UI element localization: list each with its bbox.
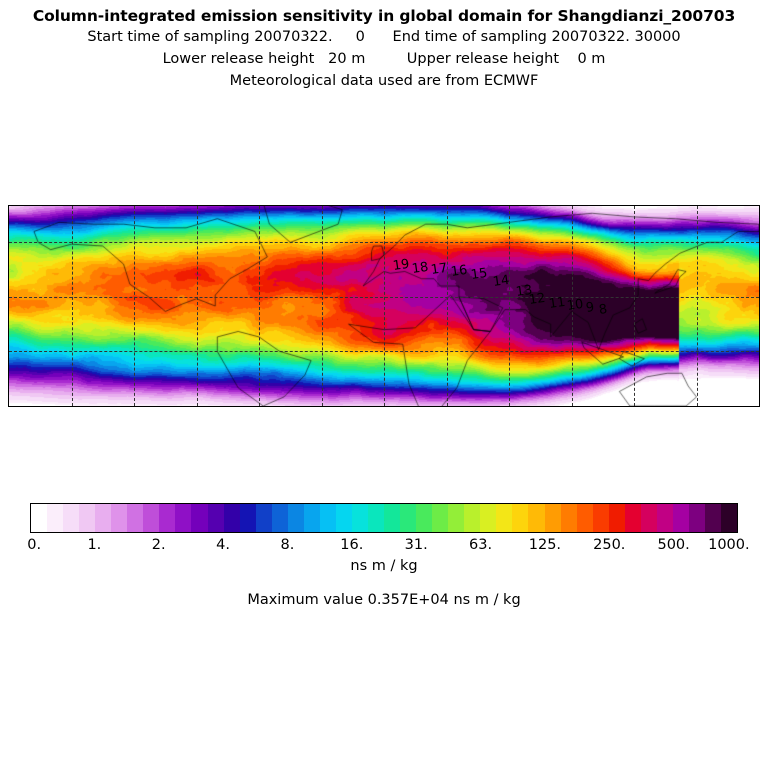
plume-age-label: 10 <box>565 296 585 314</box>
gridline-longitude <box>72 206 73 406</box>
colorbar-tick-label: 8. <box>280 537 295 553</box>
colorbar-cell <box>641 504 657 532</box>
colorbar-cell <box>320 504 336 532</box>
colorbar-cell <box>689 504 705 532</box>
plume-age-label: 14 <box>491 272 511 290</box>
gridline-latitude <box>9 297 759 298</box>
colorbar-cell <box>95 504 111 532</box>
colorbar-cell <box>175 504 191 532</box>
colorbar-cell <box>272 504 288 532</box>
colorbar-cell <box>352 504 368 532</box>
colorbar-cell <box>577 504 593 532</box>
colorbar-tick-label: 2. <box>151 537 166 553</box>
colorbar-cell <box>528 504 544 532</box>
release-height-line: Lower release height 20 m Upper release height 0 m <box>162 51 606 67</box>
gridline-longitude <box>384 206 385 406</box>
plume-age-label: 13 <box>514 282 534 300</box>
colorbar-cell <box>127 504 143 532</box>
colorbar-cell <box>400 504 416 532</box>
colorbar-cell <box>705 504 721 532</box>
colorbar-cell <box>240 504 256 532</box>
gridline-longitude <box>634 206 635 406</box>
colorbar-cell <box>625 504 641 532</box>
colorbar-cell <box>384 504 400 532</box>
colorbar-cell <box>304 504 320 532</box>
gridline-longitude <box>134 206 135 406</box>
colorbar-cell <box>191 504 207 532</box>
met-data-line: Meteorological data used are from ECMWF <box>229 73 539 89</box>
gridline-longitude <box>447 206 448 406</box>
colorbar-cell <box>256 504 272 532</box>
colorbar-gradient <box>30 503 738 533</box>
colorbar-tick-label: 0. <box>27 537 42 553</box>
gridline-longitude <box>322 206 323 406</box>
colorbar-cell <box>432 504 448 532</box>
colorbar-cell <box>143 504 159 532</box>
colorbar-cell <box>593 504 609 532</box>
colorbar-tick-label: 500. <box>657 537 690 553</box>
colorbar-cell <box>224 504 240 532</box>
page-title: Column-integrated emission sensitivity in global domain for Shangdianzi_200703 <box>32 7 736 25</box>
gridline-longitude <box>259 206 260 406</box>
plume-age-label: 19 <box>391 256 411 274</box>
plume-age-label: 16 <box>449 262 469 280</box>
colorbar-cell <box>79 504 95 532</box>
colorbar-cell <box>464 504 480 532</box>
colorbar-tick-labels <box>27 537 750 555</box>
maximum-value-label: Maximum value 0.357E+04 ns m / kg <box>247 592 521 608</box>
plume-age-label: 17 <box>429 260 449 278</box>
colorbar-cell <box>63 504 79 532</box>
colorbar-tick-label: 1. <box>87 537 102 553</box>
colorbar-cell <box>561 504 577 532</box>
colorbar-cell <box>31 504 47 532</box>
colorbar-tick-label: 31. <box>404 537 428 553</box>
colorbar <box>27 503 750 553</box>
colorbar-cell <box>368 504 384 532</box>
gridline-longitude <box>697 206 698 406</box>
colorbar-tick-label: 63. <box>469 537 493 553</box>
colorbar-cell <box>512 504 528 532</box>
map-panel <box>8 205 760 407</box>
colorbar-cell <box>496 504 512 532</box>
colorbar-cell <box>657 504 673 532</box>
plume-age-label: 8 <box>597 301 609 318</box>
plume-age-label: 18 <box>410 259 430 277</box>
colorbar-cell <box>480 504 496 532</box>
colorbar-cell <box>721 504 737 532</box>
plume-age-label: 9 <box>584 299 596 316</box>
colorbar-tick-label: 250. <box>593 537 626 553</box>
title-block <box>0 0 768 92</box>
colorbar-tick-label: 16. <box>340 537 364 553</box>
colorbar-cell <box>545 504 561 532</box>
colorbar-cell <box>416 504 432 532</box>
colorbar-cell <box>111 504 127 532</box>
colorbar-cell <box>448 504 464 532</box>
plume-age-label: 12 <box>527 290 547 308</box>
colorbar-cell <box>609 504 625 532</box>
gridline-longitude <box>509 206 510 406</box>
colorbar-tick-label: 125. <box>528 537 562 553</box>
colorbar-cell <box>208 504 224 532</box>
colorbar-cell <box>673 504 689 532</box>
colorbar-tick-label: 4. <box>216 537 230 553</box>
colorbar-cell <box>159 504 175 532</box>
colorbar-units: ns m / kg <box>350 558 418 574</box>
sampling-time-line: Start time of sampling 20070322. 0 End time of sampling 20070322. 30000 <box>87 29 681 45</box>
gridline-latitude <box>9 351 759 352</box>
plume-age-label: 15 <box>469 265 489 283</box>
gridline-latitude <box>9 242 759 243</box>
plume-age-label: 11 <box>547 294 567 312</box>
colorbar-cell <box>336 504 352 532</box>
colorbar-cell <box>47 504 63 532</box>
gridline-longitude <box>197 206 198 406</box>
colorbar-cell <box>288 504 304 532</box>
colorbar-tick-label: 1000. <box>708 537 750 553</box>
